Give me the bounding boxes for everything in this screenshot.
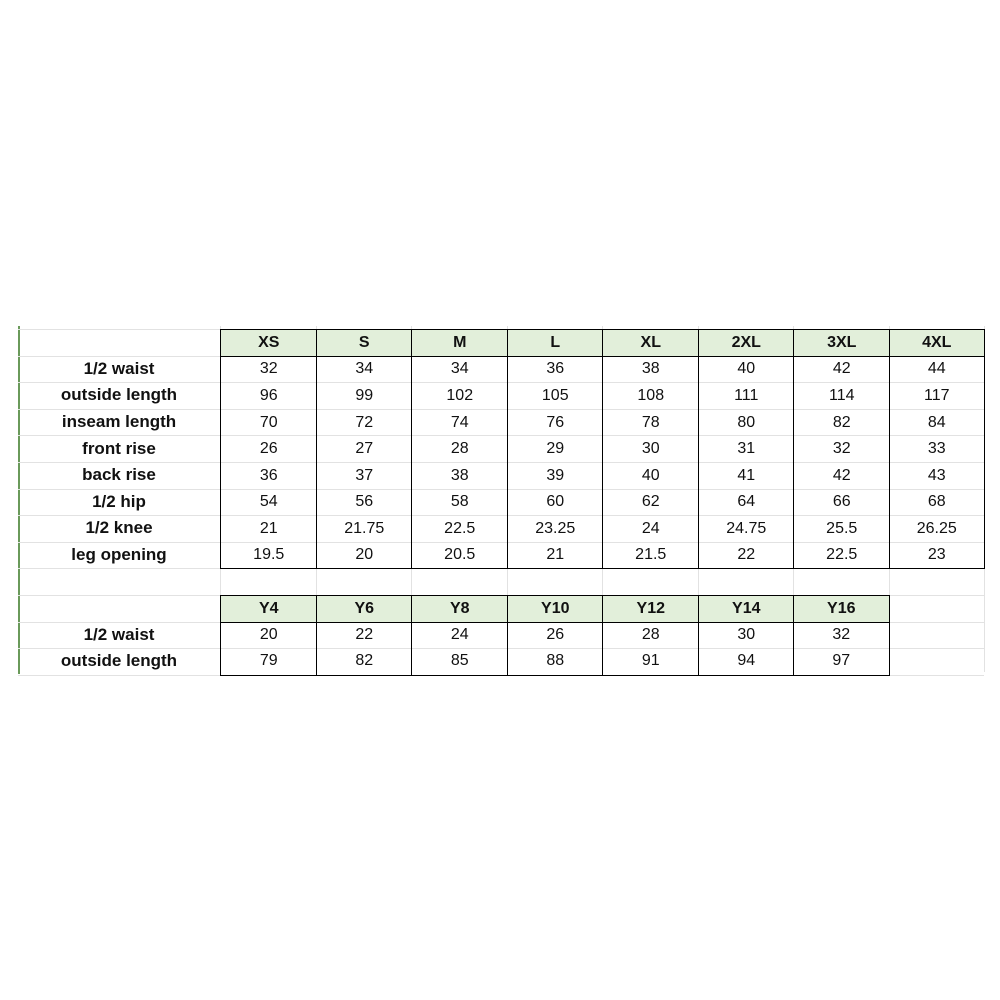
- youth-size-header[interactable]: Y16: [793, 595, 890, 623]
- adult-value-cell[interactable]: 44: [889, 356, 986, 384]
- adult-value-cell[interactable]: 54: [220, 489, 317, 517]
- adult-value-cell[interactable]: 23.25: [507, 515, 604, 543]
- adult-value-cell[interactable]: 22: [698, 542, 795, 570]
- adult-size-header[interactable]: XL: [602, 329, 699, 357]
- youth-row-label[interactable]: 1/2 waist: [83, 624, 155, 644]
- adult-size-header[interactable]: 3XL: [793, 329, 890, 357]
- adult-value-cell[interactable]: 72: [316, 409, 413, 437]
- youth-size-header[interactable]: Y12: [602, 595, 699, 623]
- adult-value-cell[interactable]: 28: [411, 435, 508, 463]
- adult-value-cell[interactable]: 40: [602, 462, 699, 490]
- youth-value-cell[interactable]: 30: [698, 622, 795, 650]
- adult-value-cell[interactable]: 39: [507, 462, 604, 490]
- adult-size-header[interactable]: L: [507, 329, 604, 357]
- adult-value-cell[interactable]: 36: [220, 462, 317, 490]
- adult-row-label[interactable]: leg opening: [71, 545, 167, 565]
- adult-row-label[interactable]: back rise: [82, 465, 156, 485]
- adult-value-cell[interactable]: 58: [411, 489, 508, 517]
- youth-size-header[interactable]: Y8: [411, 595, 508, 623]
- adult-value-cell[interactable]: 43: [889, 462, 986, 490]
- adult-value-cell[interactable]: 38: [411, 462, 508, 490]
- adult-value-cell[interactable]: 32: [220, 356, 317, 384]
- adult-value-cell[interactable]: 108: [602, 382, 699, 410]
- youth-size-header[interactable]: Y10: [507, 595, 604, 623]
- youth-value-cell[interactable]: 85: [411, 648, 508, 676]
- youth-value-cell[interactable]: 82: [316, 648, 413, 676]
- adult-value-cell[interactable]: 24: [602, 515, 699, 543]
- youth-value-cell[interactable]: 91: [602, 648, 699, 676]
- adult-value-cell[interactable]: 42: [793, 462, 890, 490]
- adult-value-cell[interactable]: 56: [316, 489, 413, 517]
- adult-value-cell[interactable]: 84: [889, 409, 986, 437]
- adult-value-cell[interactable]: 32: [793, 435, 890, 463]
- adult-value-cell[interactable]: 111: [698, 382, 795, 410]
- adult-value-cell[interactable]: 64: [698, 489, 795, 517]
- adult-value-cell[interactable]: 27: [316, 435, 413, 463]
- adult-value-cell[interactable]: 26: [220, 435, 317, 463]
- adult-size-header[interactable]: S: [316, 329, 413, 357]
- adult-row-label[interactable]: outside length: [60, 385, 178, 405]
- adult-value-cell[interactable]: 21.5: [602, 542, 699, 570]
- youth-value-cell[interactable]: 32: [793, 622, 890, 650]
- adult-value-cell[interactable]: 23: [889, 542, 986, 570]
- adult-value-cell[interactable]: 20: [316, 542, 413, 570]
- adult-value-cell[interactable]: 66: [793, 489, 890, 517]
- youth-size-header[interactable]: Y4: [220, 595, 317, 623]
- youth-value-cell[interactable]: 24: [411, 622, 508, 650]
- adult-value-cell[interactable]: 21.75: [316, 515, 413, 543]
- youth-value-cell[interactable]: 88: [507, 648, 604, 676]
- adult-value-cell[interactable]: 33: [889, 435, 986, 463]
- adult-value-cell[interactable]: 80: [698, 409, 795, 437]
- adult-value-cell[interactable]: 117: [889, 382, 986, 410]
- adult-value-cell[interactable]: 102: [411, 382, 508, 410]
- adult-value-cell[interactable]: 24.75: [698, 515, 795, 543]
- adult-value-cell[interactable]: 29: [507, 435, 604, 463]
- adult-value-cell[interactable]: 99: [316, 382, 413, 410]
- size-chart-spreadsheet: [18, 326, 984, 674]
- adult-value-cell[interactable]: 38: [602, 356, 699, 384]
- adult-value-cell[interactable]: 105: [507, 382, 604, 410]
- adult-row-label[interactable]: 1/2 waist: [83, 358, 155, 378]
- adult-value-cell[interactable]: 70: [220, 409, 317, 437]
- adult-value-cell[interactable]: 21: [220, 515, 317, 543]
- adult-value-cell[interactable]: 82: [793, 409, 890, 437]
- adult-value-cell[interactable]: 31: [698, 435, 795, 463]
- adult-value-cell[interactable]: 40: [698, 356, 795, 384]
- adult-value-cell[interactable]: 74: [411, 409, 508, 437]
- adult-value-cell[interactable]: 21: [507, 542, 604, 570]
- adult-value-cell[interactable]: 41: [698, 462, 795, 490]
- adult-value-cell[interactable]: 34: [411, 356, 508, 384]
- youth-value-cell[interactable]: 97: [793, 648, 890, 676]
- youth-size-header[interactable]: Y14: [698, 595, 795, 623]
- youth-value-cell[interactable]: 20: [220, 622, 317, 650]
- adult-value-cell[interactable]: 37: [316, 462, 413, 490]
- adult-value-cell[interactable]: 19.5: [220, 542, 317, 570]
- adult-size-header[interactable]: 2XL: [698, 329, 795, 357]
- adult-value-cell[interactable]: 34: [316, 356, 413, 384]
- adult-value-cell[interactable]: 78: [602, 409, 699, 437]
- youth-value-cell[interactable]: 94: [698, 648, 795, 676]
- adult-value-cell[interactable]: 114: [793, 382, 890, 410]
- adult-row-label[interactable]: 1/2 hip: [92, 491, 146, 511]
- youth-size-header[interactable]: Y6: [316, 595, 413, 623]
- adult-value-cell[interactable]: 42: [793, 356, 890, 384]
- adult-value-cell[interactable]: 30: [602, 435, 699, 463]
- adult-size-header[interactable]: M: [411, 329, 508, 357]
- adult-row-label[interactable]: 1/2 knee: [85, 518, 153, 538]
- adult-value-cell[interactable]: 96: [220, 382, 317, 410]
- adult-value-cell[interactable]: 36: [507, 356, 604, 384]
- adult-value-cell[interactable]: 22.5: [793, 542, 890, 570]
- youth-value-cell[interactable]: 22: [316, 622, 413, 650]
- adult-value-cell[interactable]: 26.25: [889, 515, 986, 543]
- adult-size-header[interactable]: 4XL: [889, 329, 986, 357]
- adult-value-cell[interactable]: 62: [602, 489, 699, 517]
- adult-value-cell[interactable]: 20.5: [411, 542, 508, 570]
- adult-value-cell[interactable]: 60: [507, 489, 604, 517]
- adult-value-cell[interactable]: 76: [507, 409, 604, 437]
- adult-row-label[interactable]: inseam length: [61, 412, 177, 432]
- adult-value-cell[interactable]: 22.5: [411, 515, 508, 543]
- adult-value-cell[interactable]: 68: [889, 489, 986, 517]
- youth-value-cell[interactable]: 79: [220, 648, 317, 676]
- youth-value-cell[interactable]: 28: [602, 622, 699, 650]
- adult-row-label[interactable]: front rise: [82, 438, 156, 458]
- youth-value-cell[interactable]: 26: [507, 622, 604, 650]
- youth-row-label[interactable]: outside length: [60, 651, 178, 671]
- adult-size-header[interactable]: XS: [220, 329, 317, 357]
- adult-value-cell[interactable]: 25.5: [793, 515, 890, 543]
